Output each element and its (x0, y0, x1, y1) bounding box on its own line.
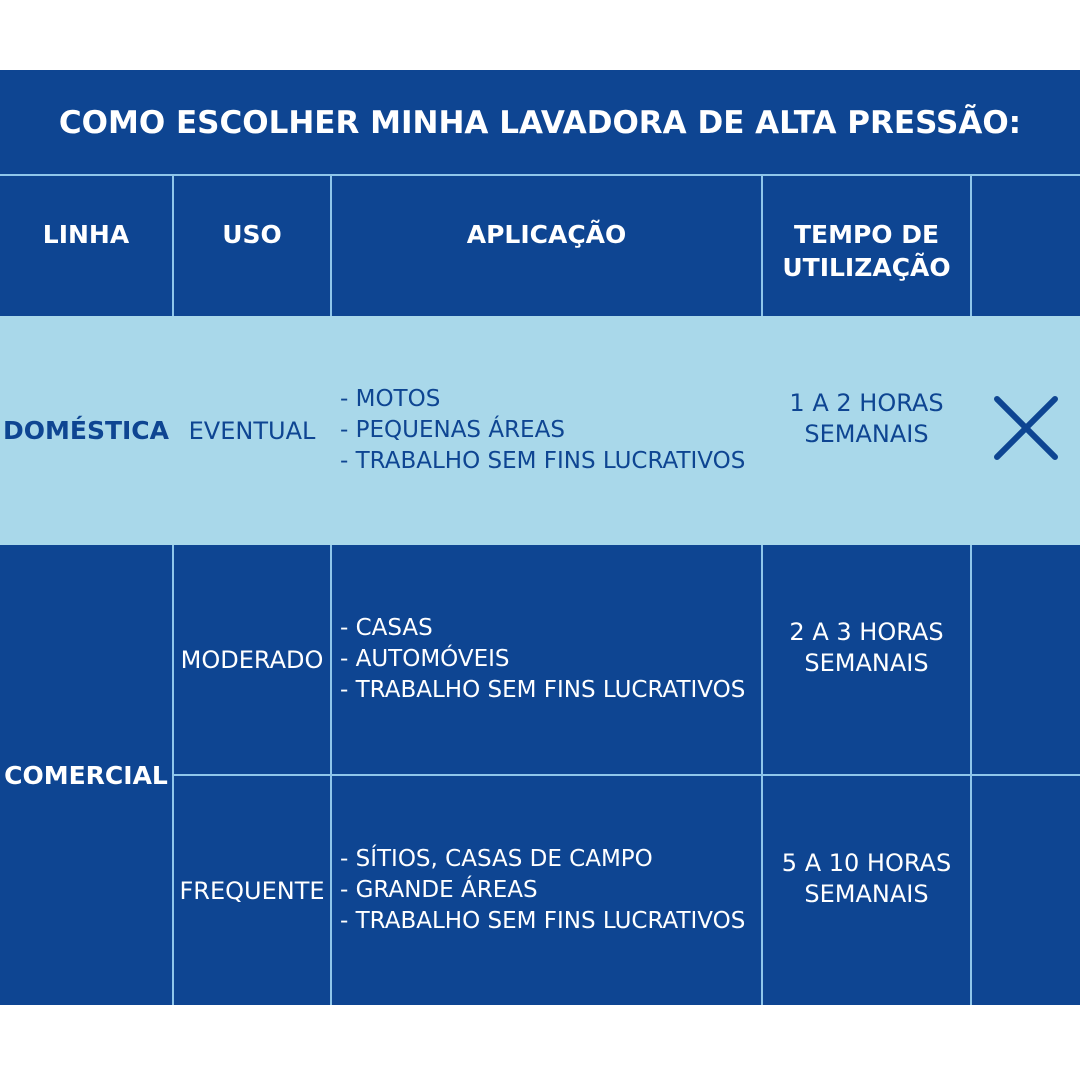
header-tempo-text (782, 218, 950, 284)
row-uso-moderado: MODERADO (180, 645, 324, 674)
x-icon (992, 394, 1060, 462)
header-aplicacao: APLICAÇÃO (466, 220, 627, 249)
row-tempo-moderado (763, 545, 970, 774)
list-item: - TRABALHO SEM FINS LUCRATIVOS (340, 677, 746, 703)
list-item: - GRANDE ÁREAS (340, 877, 538, 903)
header-tempo-line2: UTILIZAÇÃO (782, 253, 951, 282)
list-item: - TRABALHO SEM FINS LUCRATIVOS (340, 908, 746, 934)
table-title: COMO ESCOLHER MINHA LAVADORA DE ALTA PRESSÃO: (58, 104, 1022, 141)
list-item: - AUTOMÓVEIS (340, 646, 510, 672)
list-item: - MOTOS (340, 386, 441, 412)
row-linha-comercial: COMERCIAL (4, 760, 168, 790)
row-tempo-frequente (763, 776, 970, 1005)
list-item: - TRABALHO SEM FINS LUCRATIVOS (340, 448, 746, 474)
header-uso: USO (222, 220, 282, 249)
header-tempo-line1: TEMPO DE (793, 220, 940, 249)
row-linha-domestica: DOMÉSTICA (2, 416, 169, 445)
row-aplicacao-moderado (332, 545, 761, 774)
tempo-text (789, 388, 943, 450)
aplicacao-list (340, 613, 745, 706)
list-item: - SÍTIOS, CASAS DE CAMPO (340, 846, 653, 872)
row-tempo-domestica (763, 316, 970, 545)
tempo-line2: SEMANAIS (804, 648, 929, 677)
tempo-line1: 1 A 2 HORAS (789, 388, 944, 417)
aplicacao-list (340, 844, 745, 937)
header-linha: LINHA (42, 220, 130, 249)
row-aplicacao-domestica (332, 316, 761, 545)
row-aplicacao-frequente (332, 776, 761, 1005)
list-item: - PEQUENAS ÁREAS (340, 417, 565, 443)
divider (970, 545, 972, 1005)
tempo-text (782, 848, 951, 910)
aplicacao-list (340, 384, 745, 477)
row-mark-domestica (972, 316, 1080, 545)
row-uso-eventual: EVENTUAL (188, 416, 316, 445)
tempo-line2: SEMANAIS (804, 879, 929, 908)
tempo-line1: 2 A 3 HORAS (789, 617, 944, 646)
tempo-line2: SEMANAIS (804, 419, 929, 448)
row-uso-frequente: FREQUENTE (179, 876, 325, 905)
comparison-table (0, 70, 1080, 1005)
header-extra (972, 176, 1080, 316)
tempo-line1: 5 A 10 HORAS (781, 848, 952, 877)
list-item: - CASAS (340, 615, 433, 641)
header-tempo (763, 176, 970, 316)
tempo-text (789, 617, 943, 679)
